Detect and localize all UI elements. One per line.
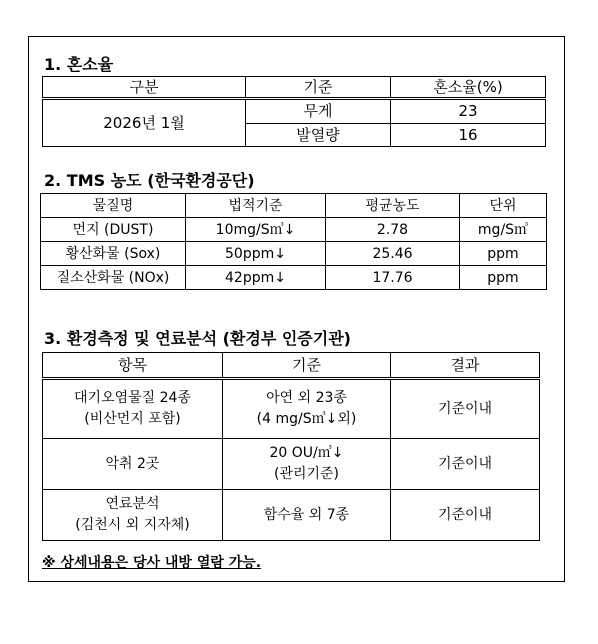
- standard-line: (관리기준): [273, 466, 340, 482]
- tms-table: [40, 193, 547, 290]
- table-row: [41, 266, 547, 290]
- substance-cell: 황산화물 (Sox): [41, 242, 186, 266]
- standard-cell: 50ppm↓: [186, 242, 326, 266]
- unit-cell: mg/S㎥: [460, 218, 547, 242]
- table-row: [41, 218, 547, 242]
- standard-line: 아연 외 23종: [266, 390, 347, 406]
- header-standard: 법적기준: [186, 194, 326, 218]
- standard-line: 20 OU/㎥↓: [269, 445, 344, 461]
- footnote: ※ 상세내용은 당사 내방 열람 가능.: [42, 555, 262, 571]
- table-header-row: [41, 194, 547, 218]
- header-unit: 단위: [460, 194, 547, 218]
- mixed-firing-table: [42, 76, 546, 147]
- header-category: 구분: [43, 77, 246, 99]
- table-row: [41, 242, 547, 266]
- unit-cell: ppm: [460, 242, 547, 266]
- item-line: 악취 2곳: [105, 455, 160, 472]
- header-standard: 기준: [223, 353, 391, 379]
- standard-cell: [223, 490, 391, 541]
- standard-cell: 10mg/S㎥↓: [186, 218, 326, 242]
- header-average: 평균농도: [326, 194, 460, 218]
- table-header-row: [43, 353, 540, 379]
- unit-cell: ppm: [460, 266, 547, 290]
- standard-line: (4 mg/S㎥↓외): [256, 411, 357, 427]
- section2-title: 2. TMS 농도 (한국환경공단): [44, 171, 255, 190]
- substance-cell: 먼지 (DUST): [41, 218, 186, 242]
- item-line: (김천시 외 지자체): [75, 517, 190, 533]
- header-basis: 기준: [246, 77, 391, 99]
- substance-cell: 질소산화물 (NOx): [41, 266, 186, 290]
- item-cell: [43, 490, 223, 541]
- item-cell: [43, 439, 223, 490]
- header-result: 결과: [391, 353, 540, 379]
- table-row: [43, 379, 540, 439]
- table-row: [43, 99, 546, 124]
- standard-line: 함수율 외 7종: [263, 506, 350, 523]
- table-header-row: [43, 77, 546, 99]
- value-cell: 23: [391, 99, 546, 124]
- section1-title: 1. 혼소율: [44, 55, 114, 74]
- period-cell: 2026년 1월: [43, 99, 246, 147]
- average-cell: 2.78: [326, 218, 460, 242]
- item-line: 대기오염물질 24종: [74, 390, 191, 406]
- standard-cell: 42ppm↓: [186, 266, 326, 290]
- environment-table: [42, 352, 540, 541]
- item-line: (비산먼지 포함): [84, 411, 181, 427]
- result-cell: 기준이내: [391, 379, 540, 439]
- item-line: 연료분석: [105, 496, 160, 512]
- result-cell: 기준이내: [391, 439, 540, 490]
- header-substance: 물질명: [41, 194, 186, 218]
- header-item: 항목: [43, 353, 223, 379]
- average-cell: 25.46: [326, 242, 460, 266]
- table-row: [43, 490, 540, 541]
- table-row: [43, 439, 540, 490]
- value-cell: 16: [391, 123, 546, 147]
- item-cell: [43, 379, 223, 439]
- basis-cell: 무게: [246, 99, 391, 124]
- standard-cell: [223, 439, 391, 490]
- average-cell: 17.76: [326, 266, 460, 290]
- standard-cell: [223, 379, 391, 439]
- basis-cell: 발열량: [246, 123, 391, 147]
- section3-title: 3. 환경측정 및 연료분석 (환경부 인증기관): [44, 329, 351, 348]
- result-cell: 기준이내: [391, 490, 540, 541]
- header-rate: 혼소율(%): [391, 77, 546, 99]
